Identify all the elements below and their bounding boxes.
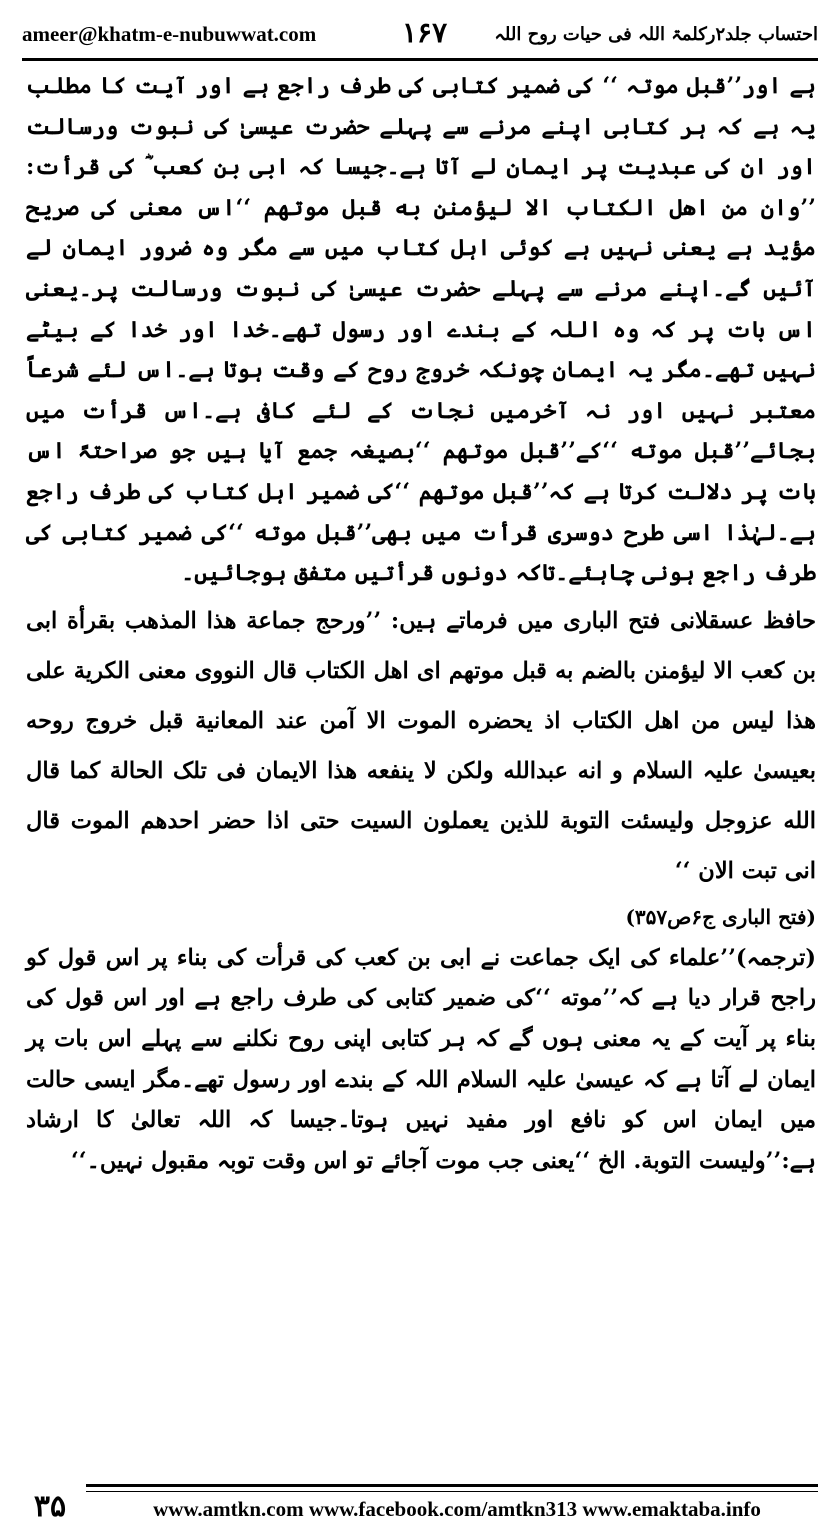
footer-divider: [86, 1484, 818, 1487]
header-book-title: احتساب جلد۲رکلمۃ اللہ فی حیات روح اللہ: [494, 23, 818, 45]
header-email: ameer@khatm-e-nubuwwat.com: [22, 21, 317, 46]
paragraph-arabic-quote: حافظ عسقلانی فتح الباری میں فرماتے ہیں: ’’ورحج جماعة هذا المذهب بقرأة ابی بن کعب الا لیؤمنن بالضم به قبل موتهم ای اهل الکتاب قال النووی معنی الکریة علی هذا لیس من اهل الکتاب اذ یحضره الموت الا آمن عند المعانیة قبل خروج روحه بعیسیٰ علیہ السلام و انه عبدالله ولکن لا ینفعه هذا الایمان فی تلک الحالة کما قال الله عزوجل ولیسئت التوبة للذین یعملون السیت حتی اذا حضر احدهم الموت قال انی تبت الان ‘‘: [26, 607, 816, 884]
citation-reference: (فتح الباری ج۶ص۳۵۷): [625, 904, 816, 929]
paragraph-translation: (ترجمہ)’’علماء کی ایک جماعت نے ابی بن کعب کی قرأت کی بناء پر اس قول کو راجح قرار دیا ہے کہ’’موته ‘‘کی ضمیر کتابی کی طرف راجع ہے اور اس قول کی بناء پر آیت کے یہ معنی ہوں گے کہ ہر کتابی اپنی روح نکلنے سے پہلے اس بات پر ایمان لے آتا ہے کہ عیسیٰ علیہ السلام اللہ کے بندے اور رسول تھے۔مگر ایسی حالت میں ایمان اس کو نافع اور مفید نہیں ہوتا۔جیسا کہ اللہ تعالیٰ کا ارشاد ہے:’’ولیست التوبة. الخ ‘‘یعنی جب موت آجائے تو اس وقت توبہ مقبول نہیں۔‘‘: [26, 944, 816, 1174]
footer-page-number: ۳۵: [33, 1488, 67, 1524]
footer-website-links: www.amtkn.com www.facebook.com/amtkn313 www.emaktaba.info: [153, 1497, 761, 1521]
header-page-number: ۱۶۷: [402, 16, 448, 49]
paragraph-explanation: ہے اور’’قبل موتہ ‘‘ کی ضمیر کتابی کی طرف راجع ہے اور آیت کا مطلب یہ ہے کہ ہر کتابی اپنے مرنے سے پہلے حضرت عیسیٰ کی نبوت ورسالت اور ان کی عبدیت پر ایمان لے آتا ہے۔جیسا کہ ابی بن کعب ؓ کی قرأت: ’’وان من اهل الکتاب الا لیؤمنن به قبل موتهم ‘‘اس معنی کی صریح مؤید ہے یعنی نہیں ہے کوئی اہل کتاب میں سے مگر وہ ضرور ایمان لے آئیں گے۔اپنے مرنے سے پہلے حضرت عیسیٰ کی نبوت ورسالت پر۔یعنی اس بات پر کہ وہ اللہ کے بندے اور رسول تھے۔خدا اور خدا کے بیٹے نہیں تھے۔مگر یہ ایمان چونکہ خروج روح کے وقت ہوتا ہے۔اس لئے شرعاً معتبر نہیں اور نہ آخرمیں نجات کے لئے کافی ہے۔اس قرأت میں بجائے’’قبل موته ‘‘کے’’قبل موتهم ‘‘بصیغہ جمع آیا ہیں جو صراحتہً اس بات پر دلالت کرتا ہے کہ’’قبل موتهم ‘‘کی ضمیر اہل کتاب کی طرف راجع ہے۔لہٰذا اسی طرح دوسری قرأت میں بھی’’قبل موته ‘‘کی ضمیر کتابی کی طرف راجع ہونی چاہئے۔تاکہ دونوں قرأتیں متفق ہوجائیں۔: [26, 73, 816, 587]
body-text: [26, 66, 816, 1181]
header-divider: [22, 58, 818, 61]
page-header: [22, 14, 818, 54]
footer-divider-thin: [86, 1491, 818, 1492]
